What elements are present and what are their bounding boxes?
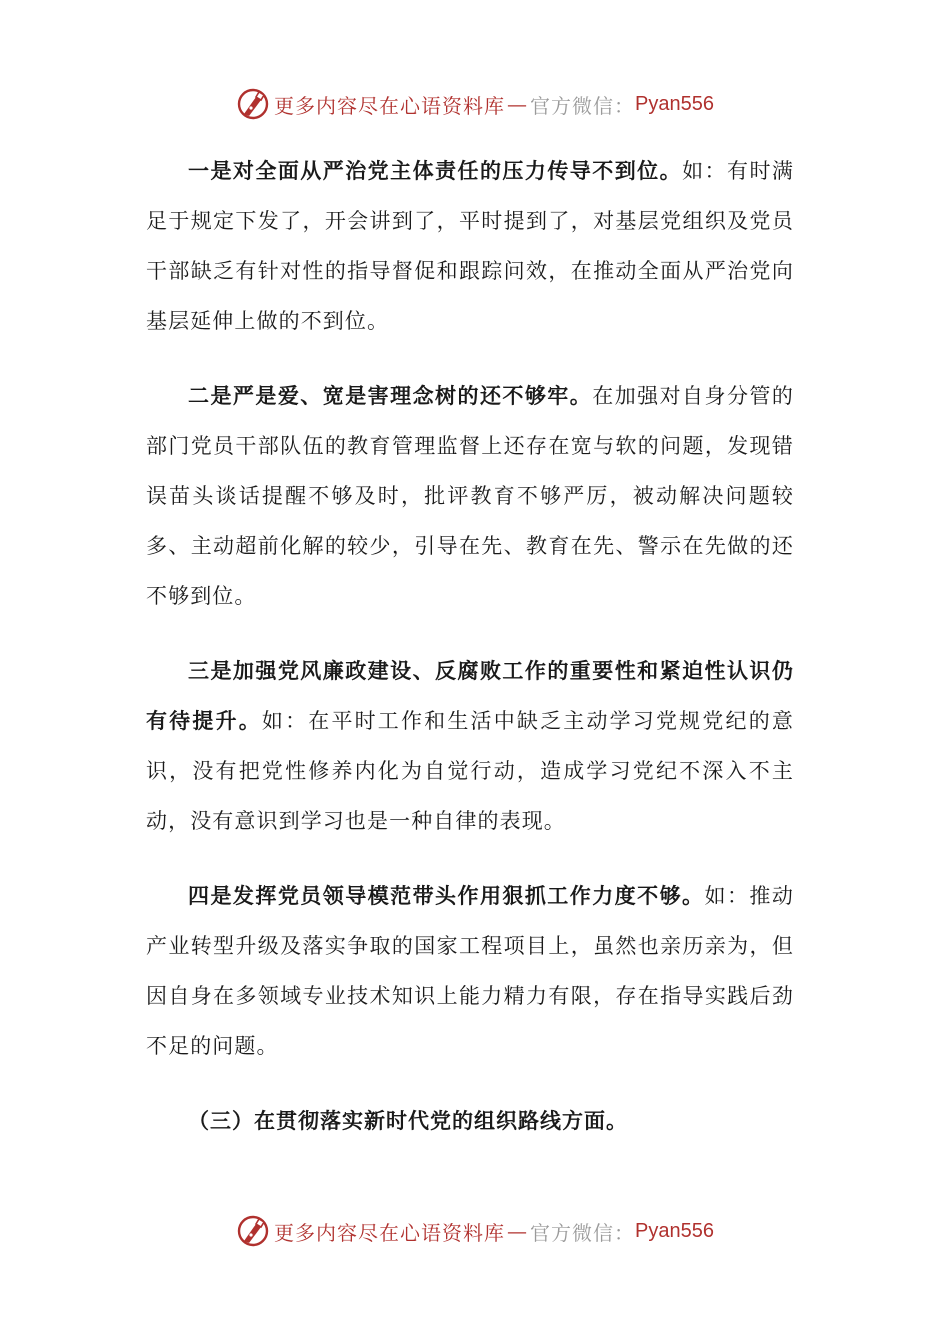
paragraph-1-lead: 一是对全面从严治党主体责任的压力传导不到位。 [188,159,683,183]
document-body [146,146,794,1146]
paragraph-2-lead: 二是严是爱、宽是害理念树的还不够牢。 [188,384,593,408]
paragraph-1-body: 如：有时满足于规定下发了，开会讲到了，平时提到了，对基层党组织及党员干部缺乏有针对性的指导督促和跟踪问效，在推动全面从严治党向基层延伸上做的不到位。 [146,159,795,333]
footer-brand-text: 更多内容尽在心语资料库 [274,1220,506,1245]
paragraph-3-body: 如：在平时工作和生活中缺乏主动学习党规党纪的意识，没有把党性修养内化为自觉行动，造成学习党纪不深入不主动，没有意识到学习也是一种自律的表现。 [146,709,794,833]
pen-nib-logo-icon [236,1214,270,1248]
footer-banner [0,1211,950,1251]
paragraph-2 [146,371,794,621]
header-dash: — [507,92,529,116]
header-wechat-label: 官方微信： [530,93,636,118]
paragraph-4-body: 如：推动产业转型升级及落实争取的国家工程项目上，虽然也亲历亲为，但因自身在多领域专业技术知识上能力精力有限，存在指导实践后劲不足的问题。 [146,884,794,1058]
footer-wechat-id: Pyan556 [635,1219,714,1242]
footer-dash: — [507,1219,529,1243]
paragraph-2-body: 在加强对自身分管的部门党员干部队伍的教育管理监督上还存在宽与软的问题，发现错误苗头谈话提醒不够及时，批评教育不够严厉，被动解决问题较多、主动超前化解的较少，引导在先、教育在先、警示在先做的还不够到位。 [146,384,794,608]
paragraph-4 [146,871,794,1071]
header-brand-text: 更多内容尽在心语资料库 [274,93,506,118]
footer-wechat-label: 官方微信： [530,1220,636,1245]
paragraph-3-lead: 三是加强党风廉政建设、反腐败工作的重要性和紧迫性认识仍有待提升。 [146,659,794,733]
header-banner [0,84,950,124]
paragraph-4-lead: 四是发挥党员领导模范带头作用狠抓工作力度不够。 [188,884,705,908]
section-heading: （三）在贯彻落实新时代党的组织路线方面。 [188,1109,628,1133]
pen-nib-logo-icon [236,87,270,121]
header-wechat-id: Pyan556 [635,92,714,115]
paragraph-3 [146,646,794,846]
paragraph-1 [146,146,794,346]
